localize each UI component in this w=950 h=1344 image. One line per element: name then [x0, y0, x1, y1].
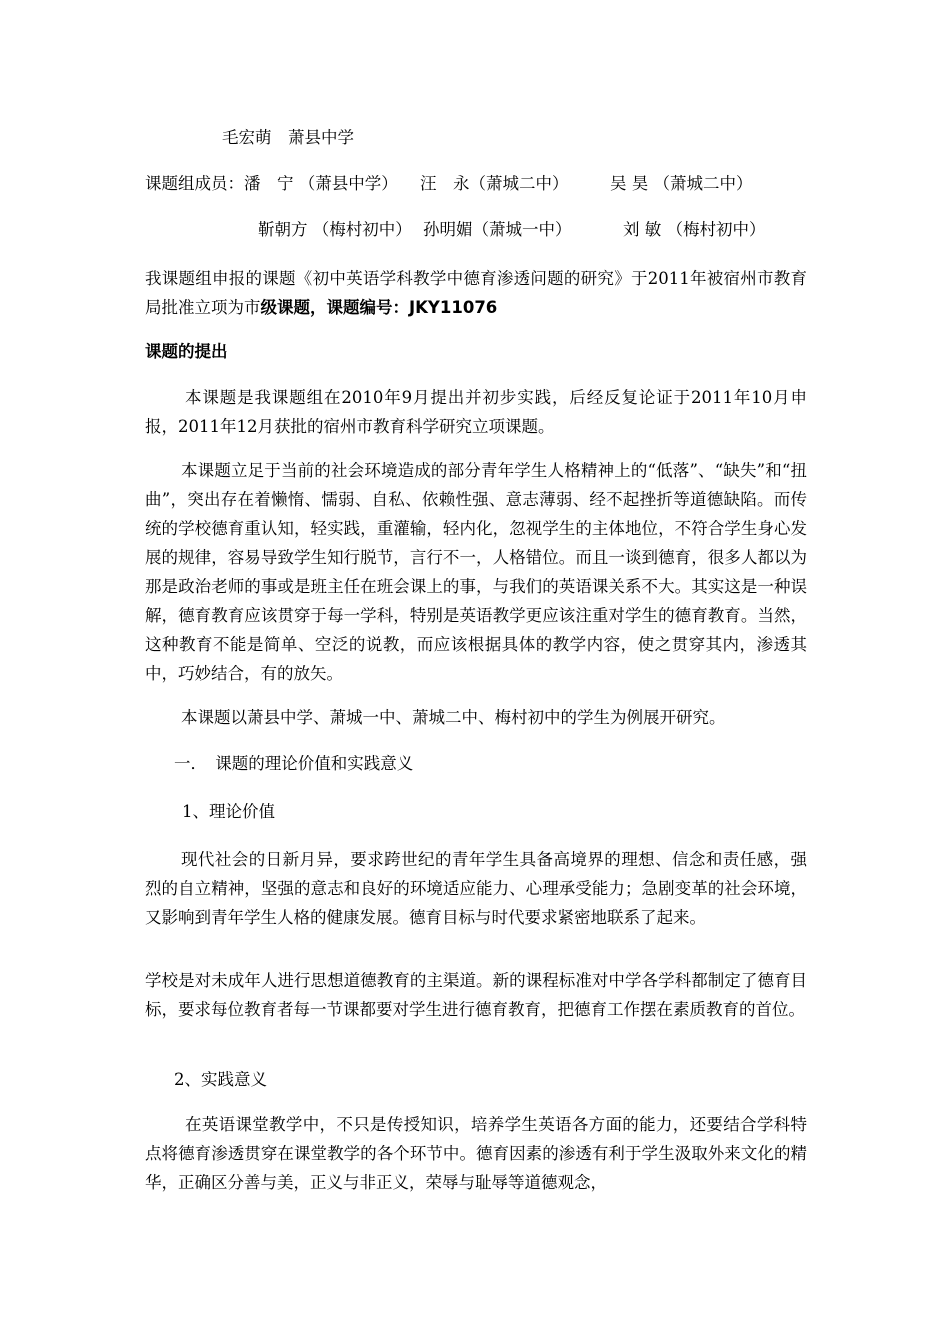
member-entry: 潘 宁 （萧县中学）	[244, 174, 398, 193]
author-line: 毛宏萌 萧县中学	[222, 128, 354, 147]
member-entry: 靳朝方 （梅村初中）	[258, 220, 412, 239]
intro-paragraph	[145, 264, 807, 322]
paragraph-2: 本课题立足于当前的社会环境造成的部分青年学生人格精神上的“低落”、“缺失”和“扭曲”，突出存在着懒惰、懦弱、自私、依赖性强、意志薄弱、经不起挫折等道德缺陷。而传统的学校德育重认知，轻实践，重灌输，轻内化，忽视学生的主体地位，不符合学生身心发展的规律，容易导致学生知行脱节，言行不一，人格错位。而且一谈到德育，很多人都以为那是政治老师的事或是班主任在班会课上的事，与我们的英语课关系不大。其实这是一种误解，德育教育应该贯穿于每一学科，特别是英语教学更应该注重对学生的德育教育。当然，这种教育不能是简单、空泛的说教，而应该根据具体的教学内容，使之贯穿其内，渗透其中，巧妙结合，有的放矢。	[145, 461, 807, 683]
subheading-theory: 1、理论价值	[182, 802, 275, 821]
intro-text: 我课题组申报的课题《初中英语学科教学中德育渗透问题的研究》于2011年被宿州市教育局批准立项为市	[145, 269, 807, 317]
members-row-1	[145, 170, 805, 198]
members-row-2	[258, 216, 918, 244]
member-entry: 刘 敏 （梅村初中）	[623, 220, 766, 239]
paragraph-1: 本课题是我课题组在2010年9月提出并初步实践，后经反复论证于2011年10月申报，2011年12月获批的宿州市教育科学研究立项课题。	[145, 388, 807, 436]
intro-bold-text: 级课题，课题编号：JKY11076	[260, 298, 498, 317]
paragraph-6: 在英语课堂教学中，不只是传授知识，培养学生英语各方面的能力，还要结合学科特点将德育渗透贯穿在课堂教学的各个环节中。德育因素的渗透有利于学生汲取外来文化的精华，正确区分善与美，正义与非正义，荣辱与耻辱等道德观念，	[145, 1115, 807, 1192]
section-heading-1: 一． 课题的理论价值和实践意义	[174, 754, 414, 773]
paragraph-5: 学校是对未成年人进行思想道德教育的主渠道。新的课程标准对中学各学科都制定了德育目标，要求每位教育者每一节课都要对学生进行德育教育，把德育工作摆在素质教育的首位。	[145, 971, 807, 1019]
subheading-practice: 2、实践意义	[174, 1070, 267, 1089]
member-entry: 吴 昊 （萧城二中）	[610, 174, 753, 193]
heading-proposal: 课题的提出	[145, 342, 228, 361]
member-entry: 孙明媚（萧城一中）	[423, 220, 572, 239]
members-label: 课题组成员：	[145, 174, 244, 193]
paragraph-4: 现代社会的日新月异，要求跨世纪的青年学生具备高境界的理想、信念和责任感，强烈的自立精神，坚强的意志和良好的环境适应能力、心理承受能力；急剧变革的社会环境，又影响到青年学生人格的健康发展。德育目标与时代要求紧密地联系了起来。	[145, 850, 807, 927]
paragraph-3: 本课题以萧县中学、萧城一中、萧城二中、梅村初中的学生为例展开研究。	[181, 708, 726, 727]
member-entry: 汪 永（萧城二中）	[420, 174, 569, 193]
